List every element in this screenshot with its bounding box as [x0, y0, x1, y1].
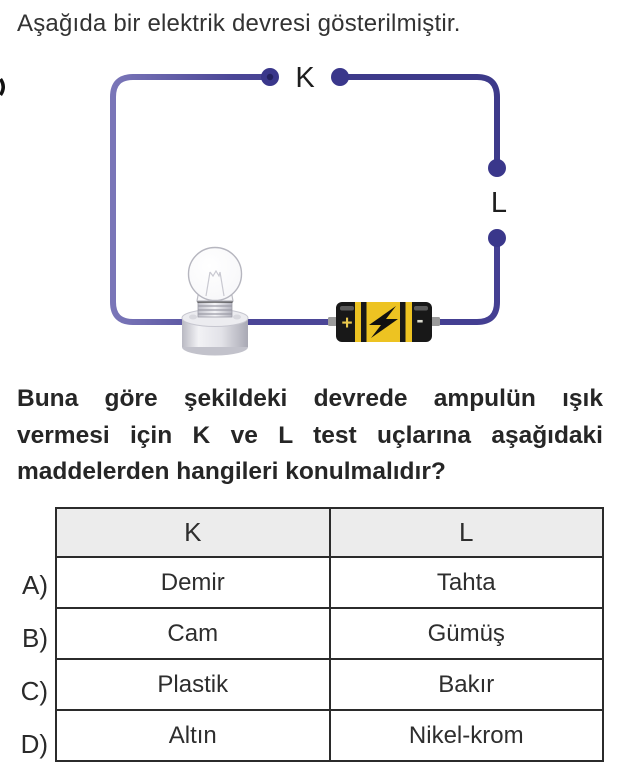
- cell-c-l: Bakır: [330, 659, 604, 710]
- battery-terminal-left: [328, 317, 337, 326]
- circuit-wires: [113, 77, 497, 322]
- wire-right-top: [347, 77, 497, 163]
- question-line-1: Buna göre şekildeki devrede ampulün ışık: [17, 385, 603, 412]
- table-row-d: [56, 710, 603, 761]
- question-line-2: vermesi için K ve L test uçlarına aşağıdaki: [17, 421, 603, 449]
- table-row-c: [56, 659, 603, 710]
- table-row-b: [56, 608, 603, 659]
- question-line-3: maddelerden hangileri konulmalıdır?: [17, 458, 446, 485]
- answer-table: [55, 507, 604, 762]
- label-k: K: [295, 62, 315, 94]
- page-edge-artifact: [1, 79, 4, 95]
- battery-ring-right: [400, 302, 406, 342]
- terminal-dot-l-bottom: [488, 229, 506, 247]
- table-header-row: [56, 508, 603, 557]
- option-label-b: B): [22, 623, 48, 653]
- cell-d-l: Nikel-krom: [330, 710, 604, 761]
- question-text: [17, 381, 603, 491]
- battery-cap-highlight-left: [340, 306, 354, 311]
- table-row-a: [56, 557, 603, 608]
- cell-b-l: Gümüş: [330, 608, 604, 659]
- terminal-dot-l-top: [488, 159, 506, 177]
- label-l: L: [490, 187, 508, 219]
- wire-battery-to-right: [436, 244, 497, 322]
- terminal-dot-k-left-center: [267, 74, 273, 80]
- cell-b-k: Cam: [56, 608, 330, 659]
- option-label-c: C): [20, 676, 48, 706]
- battery-ring-left: [361, 302, 367, 342]
- battery: [328, 302, 440, 342]
- terminal-dot-k-right: [331, 68, 349, 86]
- battery-minus-label: -: [416, 309, 424, 332]
- cell-a-l: Tahta: [330, 557, 604, 608]
- option-label-a: A): [22, 570, 48, 600]
- header-cell-l: L: [330, 508, 604, 557]
- cell-c-k: Plastik: [56, 659, 330, 710]
- option-label-d: D): [20, 729, 48, 759]
- light-bulb: [182, 248, 248, 356]
- cell-a-k: Demir: [56, 557, 330, 608]
- base-screw-detail: [233, 315, 241, 320]
- battery-terminal-right: [431, 317, 440, 326]
- base-screw-detail: [189, 315, 197, 320]
- test-terminals: [261, 68, 506, 247]
- cell-d-k: Altın: [56, 710, 330, 761]
- header-cell-k: K: [56, 508, 330, 557]
- intro-text: Aşağıda bir elektrik devresi gösterilmiştir.: [17, 10, 461, 37]
- bulb-glass: [189, 248, 242, 301]
- battery-plus-label: +: [341, 313, 353, 334]
